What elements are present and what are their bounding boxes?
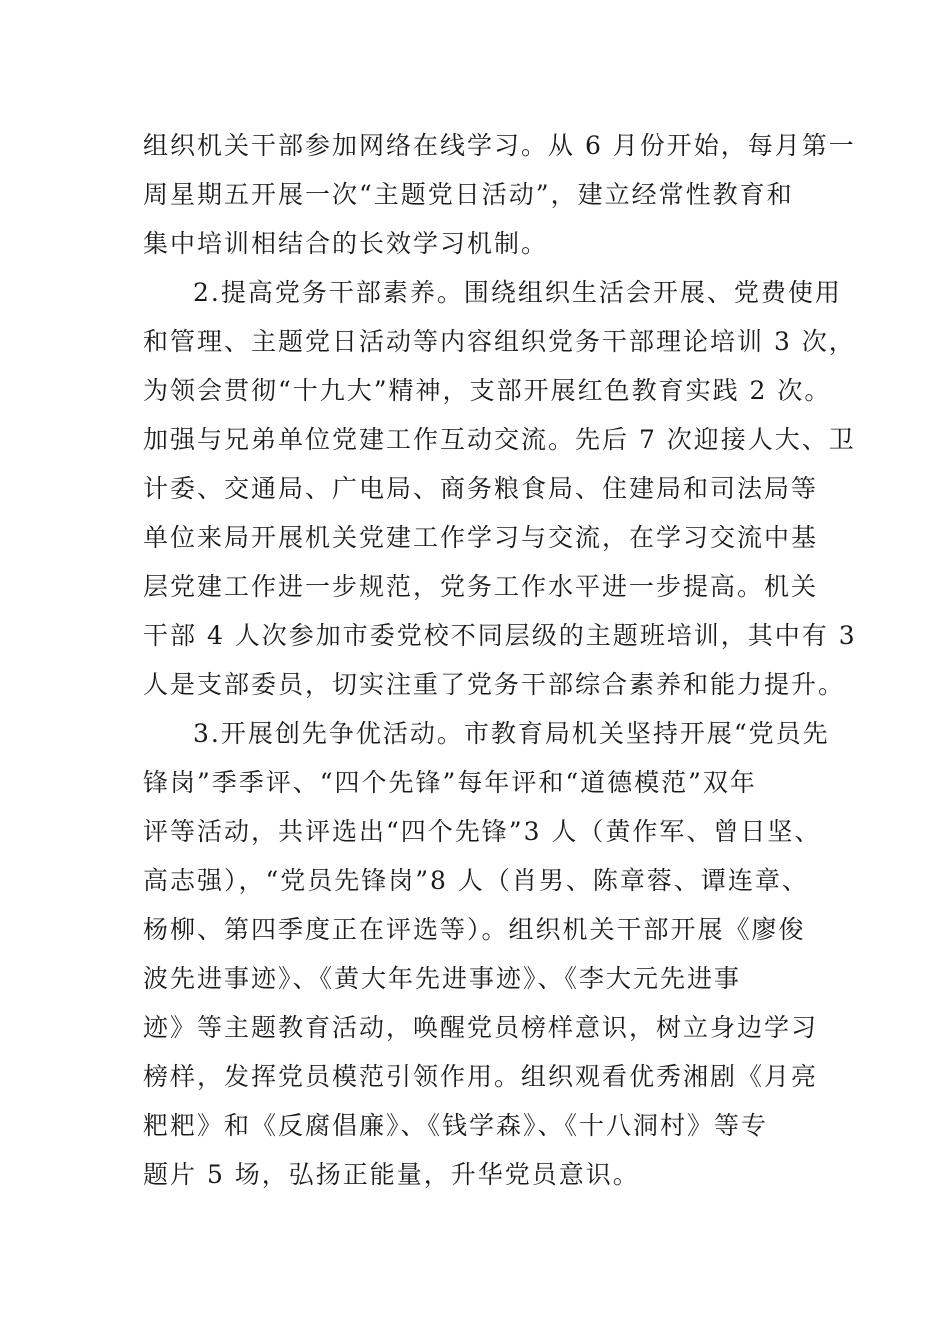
- text-line: 集中培训相结合的长效学习机制。: [143, 229, 549, 258]
- paragraph-2-heading-line: 2.提高党务干部素养。围绕组织生活会开展、党费使用: [193, 278, 842, 307]
- text-line: 粑粑》和《反腐倡廉》、《钱学森》、《十八洞村》等专: [143, 1111, 769, 1140]
- text-line: 单位来局开展机关党建工作学习与交流，在学习交流中基: [143, 523, 819, 552]
- text-line: 干部 4 人次参加市委党校不同层级的主题班培训，其中有 3: [143, 621, 857, 650]
- text-line: 计委、交通局、广电局、商务粮食局、住建局和司法局等: [143, 474, 819, 503]
- text-line: 周星期五开展一次“主题党日活动”，建立经常性教育和: [143, 180, 794, 209]
- text-line: 层党建工作进一步规范，党务工作水平进一步提高。机关: [143, 572, 819, 601]
- text-line: 组织机关干部参加网络在线学习。从 6 月份开始，每月第一: [143, 131, 856, 160]
- text-line: 杨柳、第四季度正在评选等）。组织机关干部开展《廖俊: [143, 915, 806, 944]
- text-line: 人是支部委员，切实注重了党务干部综合素养和能力提升。: [143, 670, 846, 699]
- text-line: 锋岗”季季评、“四个先锋”每年评和“道德模范”双年: [143, 768, 757, 797]
- text-line: 题片 5 场，弘扬正能量，升华党员意识。: [143, 1160, 640, 1189]
- text-line: 加强与兄弟单位党建工作互动交流。先后 7 次迎接人大、卫: [143, 425, 856, 454]
- document-body: [143, 121, 857, 1199]
- paragraph-3-heading-line: 3.开展创先争优活动。市教育局机关坚持开展“党员先: [193, 719, 830, 748]
- text-line: 榜样，发挥党员模范引领作用。组织观看优秀湘剧《月亮: [143, 1062, 819, 1091]
- text-line: 高志强），“党员先锋岗”8 人（肖男、陈章蓉、谭连章、: [143, 866, 809, 895]
- text-line: 迹》等主题教育活动，唤醒党员榜样意识，树立身边学习: [143, 1013, 819, 1042]
- text-line: 为领会贯彻“十九大”精神，支部开展红色教育实践 2 次。: [143, 376, 832, 405]
- text-line: 和管理、主题党日活动等内容组织党务干部理论培训 3 次，: [143, 327, 856, 356]
- text-line: 波先进事迹》、《黄大年先进事迹》、《李大元先进事: [143, 964, 742, 993]
- text-line: 评等活动，共评选出“四个先锋”3 人（黄作军、曾日坚、: [143, 817, 822, 846]
